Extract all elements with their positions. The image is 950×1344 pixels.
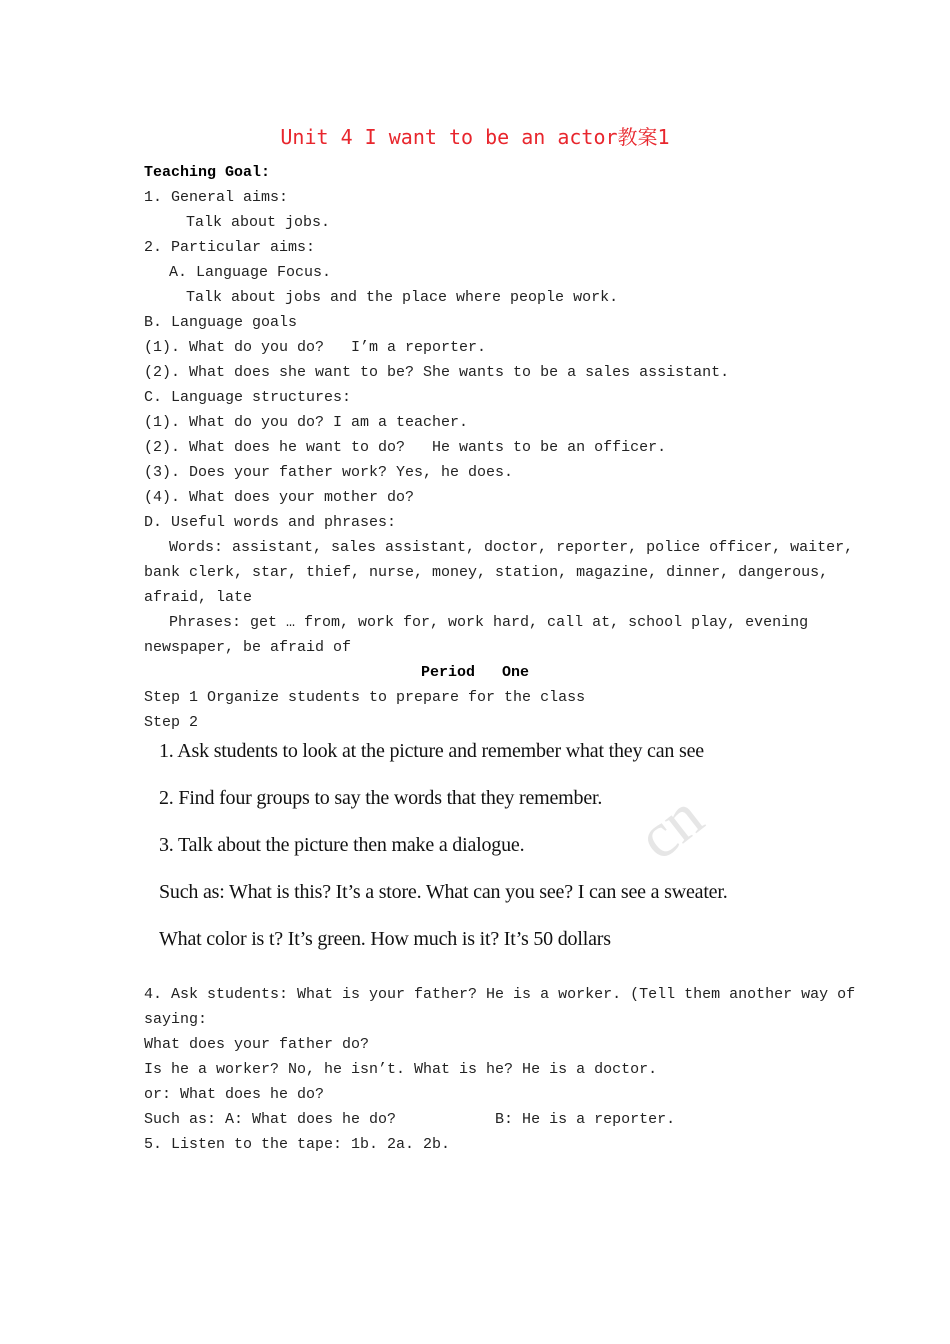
step-4-line: saying: xyxy=(144,1011,208,1028)
image-step: 1. Ask students to look at the picture and remember what they can see xyxy=(159,740,704,762)
structure-item: (4). What does your mother do? xyxy=(144,489,415,506)
step-4-line: What does your father do? xyxy=(144,1036,370,1053)
language-focus-heading: A. Language Focus. xyxy=(169,264,332,281)
structure-item: (2). What does he want to do? He wants to be an officer. xyxy=(144,439,667,456)
language-goal-item: (1). What do you do? I’m a reporter. xyxy=(144,339,487,356)
period-heading: Period One xyxy=(420,664,530,681)
image-step: 2. Find four groups to say the words that they remember. xyxy=(159,787,603,809)
general-aims-heading: 1. General aims: xyxy=(144,189,289,206)
image-step: What color is t? It’s green. How much is it? It’s 50 dollars xyxy=(159,928,611,950)
teaching-goal-heading: Teaching Goal: xyxy=(144,164,271,181)
image-step: Such as: What is this? It’s a store. What can you see? I can see a sweater. xyxy=(159,881,728,903)
words-line: Words: assistant, sales assistant, doctor, reporter, police officer, waiter, xyxy=(169,539,854,556)
particular-aims-heading: 2. Particular aims: xyxy=(144,239,316,256)
step-5-line: 5. Listen to the tape: 1b. 2a. 2b. xyxy=(144,1136,451,1153)
structure-item: (1). What do you do? I am a teacher. xyxy=(144,414,469,431)
step-4-line: Is he a worker? No, he isn’t. What is he? He is a doctor. xyxy=(144,1061,658,1078)
words-line: bank clerk, star, thief, nurse, money, station, magazine, dinner, dangerous, xyxy=(144,564,829,581)
language-goal-item: (2). What does she want to be? She wants to be a sales assistant. xyxy=(144,364,730,381)
useful-words-heading: D. Useful words and phrases: xyxy=(144,514,397,531)
step-1: Step 1 Organize students to prepare for the class xyxy=(144,689,586,706)
page-title: Unit 4 I want to be an actor教案1 xyxy=(280,125,670,149)
language-structures-heading: C. Language structures: xyxy=(144,389,352,406)
image-step: 3. Talk about the picture then make a dialogue. xyxy=(159,834,525,856)
step-4-line: 4. Ask students: What is your father? He is a worker. (Tell them another way of xyxy=(144,986,856,1003)
structure-item: (3). Does your father work? Yes, he does. xyxy=(144,464,514,481)
language-goals-heading: B. Language goals xyxy=(144,314,298,331)
step-2: Step 2 xyxy=(144,714,199,731)
watermark-mark: cn xyxy=(624,780,716,874)
language-focus-text: Talk about jobs and the place where people work. xyxy=(186,289,619,306)
general-aims-text: Talk about jobs. xyxy=(186,214,331,231)
step-4-line: or: What does he do? xyxy=(144,1086,325,1103)
step-4-line: Such as: A: What does he do? B: He is a reporter. xyxy=(144,1111,676,1128)
phrases-line: Phrases: get … from, work for, work hard, call at, school play, evening xyxy=(169,614,809,631)
phrases-line: newspaper, be afraid of xyxy=(144,639,352,656)
words-line: afraid, late xyxy=(144,589,253,606)
